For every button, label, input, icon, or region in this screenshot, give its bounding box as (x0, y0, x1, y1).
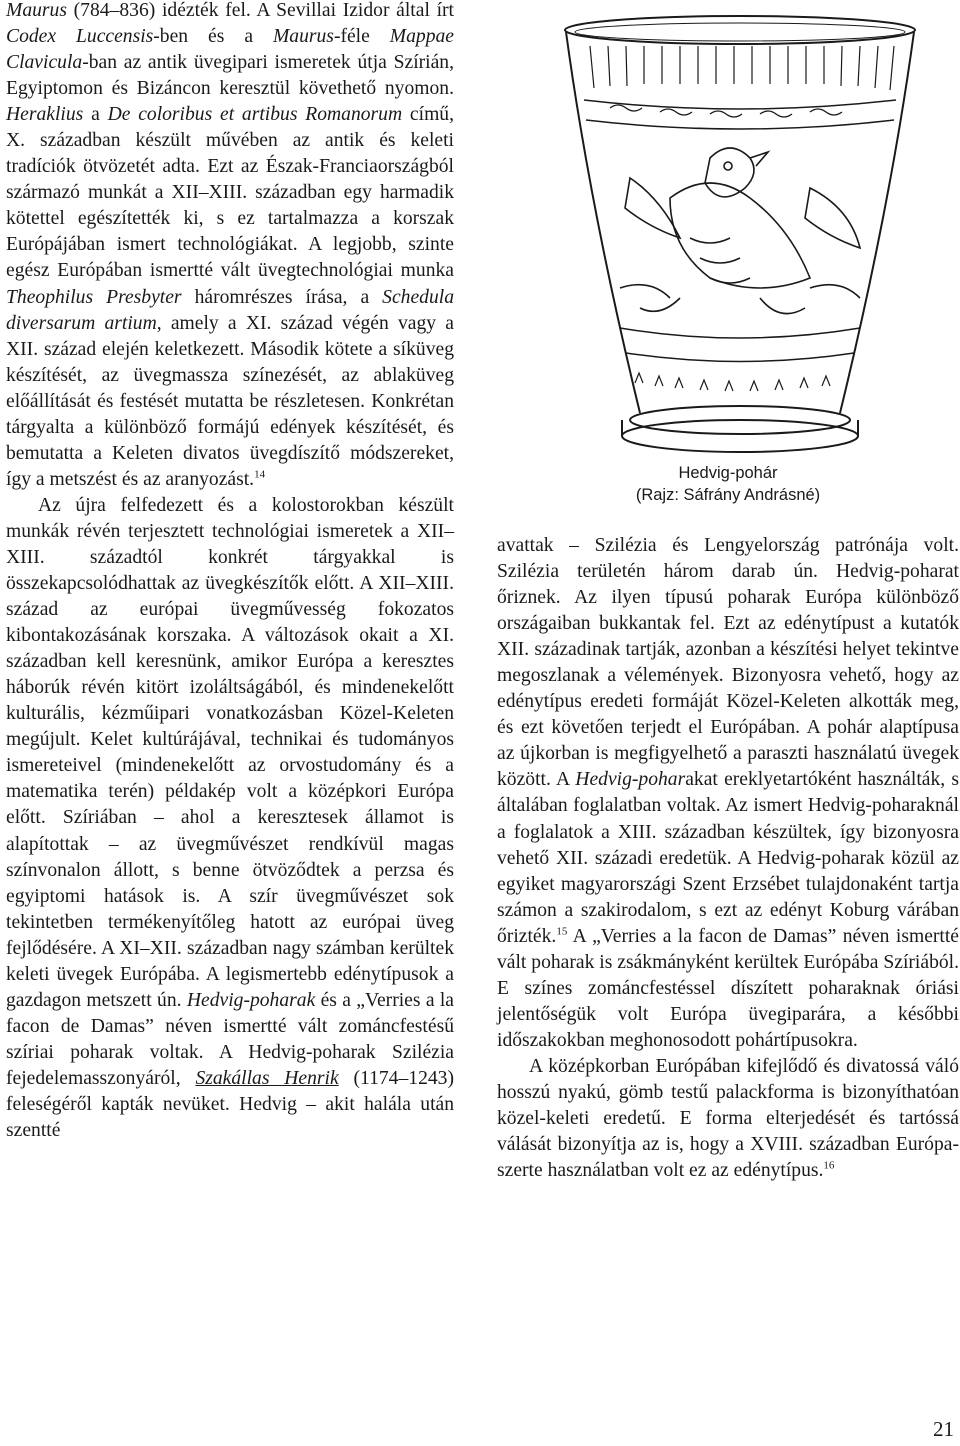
caption-credit: (Rajz: Sáfrány Andrásné) (635, 486, 821, 504)
footnote-ref: 14 (254, 468, 266, 481)
paragraph: Maurus (784–836) idézték fel. A Sevillai Izidor által írt Codex Luccensis-ben és a Maurus-féle Mappae Clavicula-ban az antik üvegipari ismeretek útja Szírián, Egyiptomon és Bizáncon keresztül követhető nyomon. Heraklius a De coloribus et artibus Romanorum című, X. században készült művében az antik és keleti tradíciók ötvözetét adta. Ezt az Észak-Franciaországból származó munkát a XII–XIII. században egy harmadik kötettel egészítették ki, s ez tartalmazza a korszak Európájában ismert technológiákat. A legjobb, szinte egész Európában ismertté vált üvegtechnológiai munka Theophilus Presbyter háromrészes írása, a Schedula diversarum artium, amely a XI. század végén vagy a XII. század elején keletkezett. Második kötete a síküveg készítését, az üvegmassza színezését, az ablaküveg előállítását és festését mutatta be részletesen. Konkrétan tárgyalta a különböző formájú edények készítését, és bemutatta a Keleten divatos üvegdíszítő módszereket, így a metszést és az aranyozást.$^{14}$ (6, 0, 455, 490)
hedvig-glass-drawing (560, 8, 920, 458)
right-column (497, 533, 959, 1184)
footnote-ref: 16 (823, 1159, 835, 1172)
left-column (6, 0, 454, 1144)
caption-title: Hedvig-pohár (678, 464, 778, 482)
footnote-ref: 15 (556, 925, 568, 938)
page-number: 21 (933, 1417, 954, 1441)
figure-caption (497, 462, 959, 506)
paragraph: avattak – Szilézia és Lengyelország patrónája volt. Szilézia területén három darab ún. Hedvig-poharat őriznek. Az ilyen típusú poharak Európa különböző országaiban bukkantak fel. Ezt az edénytípust a kutatók XII. századinak tartják, azonban a készítési helyet tekintve megoszlanak a vélemények. Bizonyosra vehető, hogy az edénytípus eredeti formáját Közel-Keleten alkották meg, és ezt követően terjedt el Európában. A pohár alaptípusa az újkorban is megfigyelhető a paraszti használatú üvegek között. A Hedvig-poharakat ereklyetartóként használták, s általában foglalatban voltak. Az ismert Hedvig-poharaknál a foglalatok a XIII. században készültek, így bizonyosra vehető XII. századi eredetük. A Hedvig-poharak közül az egyiket magyarországi Szent Erzsébet tulajdonaként tartja számon a szakirodalom, s ezt az edényt Koburg várában őrizték.$^{15}$ A „Verries a la facon de Damas” néven ismertté vált poharak is zsákmányként kerültek Európába Szíriából. E színes zománcfestéssel díszített poharaknak óriási jelentőségük volt Európa üvegiparára, a későbbi időszakokban meghonosodott pohártípusokra. (497, 535, 959, 1051)
paragraph: A középkorban Európában kifejlődő és divatossá váló hosszú nyakú, gömb testű palackforma is bizonyíthatóan közel-keleti eredetű. E forma elterjedését és tartóssá válását bizonyítja az is, hogy a XVIII. században Európa-szerte használatban volt ez az edénytípus.$^{16}$ (497, 1055, 959, 1182)
paragraph: Az újra felfedezett és a kolostorokban készült munkák révén terjesztett technológiai ismeretek a XII–XIII. századtól konkrét tárgyakkal is összekapcsolódhattak az üvegkészítők előtt. A XII–XIII. század az európai üvegművesség fokozatos kibontakozásának korszaka. A változások okait a XI. században kell keresnünk, amikor Európa a keresztes háborúk révén kitört izoláltságából, és mindenekelőtt kulturális, kézműipari vonatkozásban Közel-Keleten megújult. Kelet kultúrájával, technikai és tudományos ismereteivel (mindenekelőtt az orvostudomány és a matematika terén) példakép volt a középkori Európa előtt. Szíriában – ahol a keresztesek államot is alapítottak – az üvegművészet rendkívül magas színvonalon állott, s benne ötvöződtek a perzsa és egyiptomi hatások is. A szír üvegművészet sok tekintetben termékenyítőleg hatott az európai üveg fejlődésére. A XI–XII. században nagy számban kerültek keleti üvegek Európába. A legismertebb edénytípusok a gazdagon metszett ún. Hedvig-poharak és a „Verries a la facon de Damas” néven ismertté vált zománcfestésű szíriai poharak voltak. A Hedvig-poharak Szilézia fejedelemasszonyáról, Szakállas Henrik (1174–1243) feleségéről kapták nevüket. Hedvig – akit halála után szentté (6, 494, 454, 1142)
